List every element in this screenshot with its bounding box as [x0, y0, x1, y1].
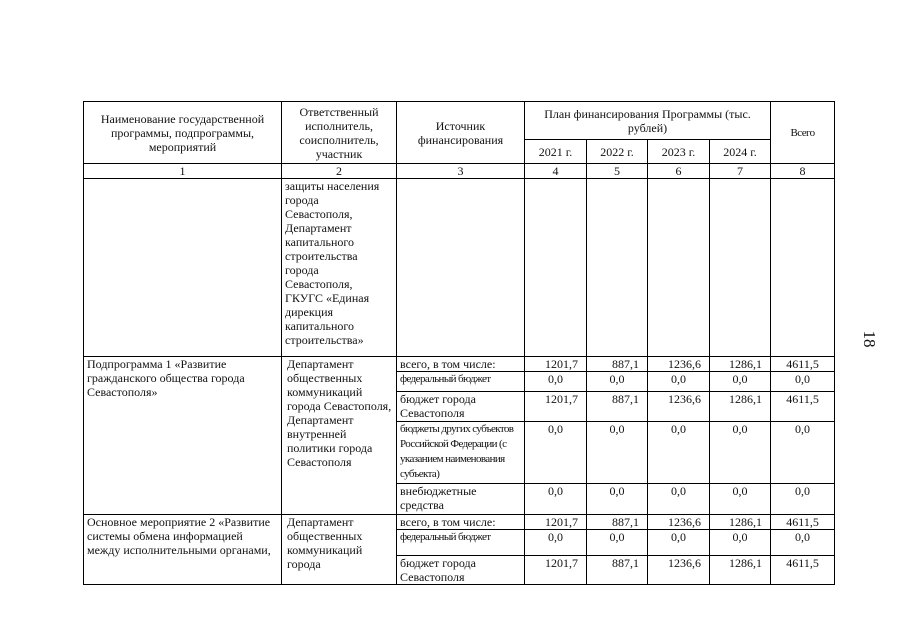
- measure2-name: Основное мероприятие 2 «Развитие системы обмена информацией между исполнительными органами,: [84, 515, 282, 585]
- value-cell: 1236,6: [648, 515, 710, 530]
- header-source: Источник финансирования: [397, 102, 525, 164]
- value-cell: 0,0: [648, 372, 710, 392]
- value-cell: 0,0: [525, 372, 587, 392]
- column-number: 4: [525, 164, 587, 179]
- header-executor: Ответственный исполнитель, соисполнитель, участник: [282, 102, 397, 164]
- header-row: [84, 102, 835, 140]
- source-label: бюджет города Севастополя: [397, 392, 525, 422]
- column-number: 5: [587, 164, 648, 179]
- value-cell: 0,0: [710, 372, 771, 392]
- value-cell: 0,0: [587, 372, 648, 392]
- value-cell: 0,0: [587, 530, 648, 556]
- value-cell: 1201,7: [525, 556, 587, 585]
- column-number: 1: [84, 164, 282, 179]
- subprogram1-executor: Департамент общественных коммуникаций города Севастополя, Департамент внутренней политики города Севастополя: [282, 357, 397, 515]
- value-cell: 887,1: [587, 556, 648, 585]
- value-cell: 1286,1: [710, 556, 771, 585]
- value-cell: 1286,1: [710, 392, 771, 422]
- measure2-executor: Департамент общественных коммуникаций города: [282, 515, 397, 585]
- source-label: всего, в том числе:: [397, 357, 525, 372]
- value-cell: 1201,7: [525, 392, 587, 422]
- value-cell: 0,0: [587, 484, 648, 515]
- value-cell: 1286,1: [710, 515, 771, 530]
- source-label: бюджеты других субъектов Российской Федерации (с указанием наименования субъекта): [397, 422, 525, 484]
- value-cell: 887,1: [587, 357, 648, 372]
- column-number: 2: [282, 164, 397, 179]
- column-number: 8: [771, 164, 835, 179]
- value-cell: 0,0: [525, 530, 587, 556]
- value-cell: 0,0: [710, 530, 771, 556]
- column-number: 7: [710, 164, 771, 179]
- value-cell: 0,0: [648, 484, 710, 515]
- source-label: федеральный бюджет: [397, 530, 525, 556]
- value-cell: 0,0: [587, 422, 648, 484]
- column-number: 6: [648, 164, 710, 179]
- value-cell: 0,0: [710, 422, 771, 484]
- header-year-2024: 2024 г.: [710, 140, 771, 164]
- value-cell: 887,1: [587, 515, 648, 530]
- value-cell: 887,1: [587, 392, 648, 422]
- source-label: внебюджетные средства: [397, 484, 525, 515]
- value-cell: 0,0: [648, 530, 710, 556]
- value-cell: 1236,6: [648, 357, 710, 372]
- header-year-2023: 2023 г.: [648, 140, 710, 164]
- continuation-row: [84, 179, 835, 357]
- continuation-executor: защиты населения города Севастополя, Департамент капитального строительства города Севастополя, ГКУГС «Единая дирекция капитального строительства»: [282, 179, 397, 357]
- total-cell: 4611,5: [771, 392, 835, 422]
- total-cell: 0,0: [771, 372, 835, 392]
- table-row: [84, 357, 835, 372]
- column-numbers-row: [84, 164, 835, 179]
- total-cell: 0,0: [771, 484, 835, 515]
- value-cell: 0,0: [710, 484, 771, 515]
- header-year-2022: 2022 г.: [587, 140, 648, 164]
- column-number: 3: [397, 164, 525, 179]
- source-label: федеральный бюджет: [397, 372, 525, 392]
- value-cell: 0,0: [525, 484, 587, 515]
- header-plan: План финансирования Программы (тыс. рублей): [525, 102, 771, 140]
- header-year-2021: 2021 г.: [525, 140, 587, 164]
- source-label: бюджет города Севастополя: [397, 556, 525, 585]
- value-cell: 1236,6: [648, 392, 710, 422]
- total-cell: 4611,5: [771, 515, 835, 530]
- page-number: 18: [860, 330, 879, 348]
- total-cell: 0,0: [771, 422, 835, 484]
- table-row: [84, 515, 835, 530]
- subprogram1-name: Подпрограмма 1 «Развитие гражданского общества города Севастополя»: [84, 357, 282, 515]
- value-cell: 1236,6: [648, 556, 710, 585]
- value-cell: 1201,7: [525, 357, 587, 372]
- header-total: Всего: [771, 102, 835, 164]
- value-cell: 1201,7: [525, 515, 587, 530]
- financing-table: [83, 101, 835, 585]
- source-label: всего, в том числе:: [397, 515, 525, 530]
- total-cell: 4611,5: [771, 357, 835, 372]
- total-cell: 4611,5: [771, 556, 835, 585]
- value-cell: 0,0: [648, 422, 710, 484]
- value-cell: 0,0: [525, 422, 587, 484]
- header-name: Наименование государственной программы, подпрограммы, мероприятий: [84, 102, 282, 164]
- total-cell: 0,0: [771, 530, 835, 556]
- value-cell: 1286,1: [710, 357, 771, 372]
